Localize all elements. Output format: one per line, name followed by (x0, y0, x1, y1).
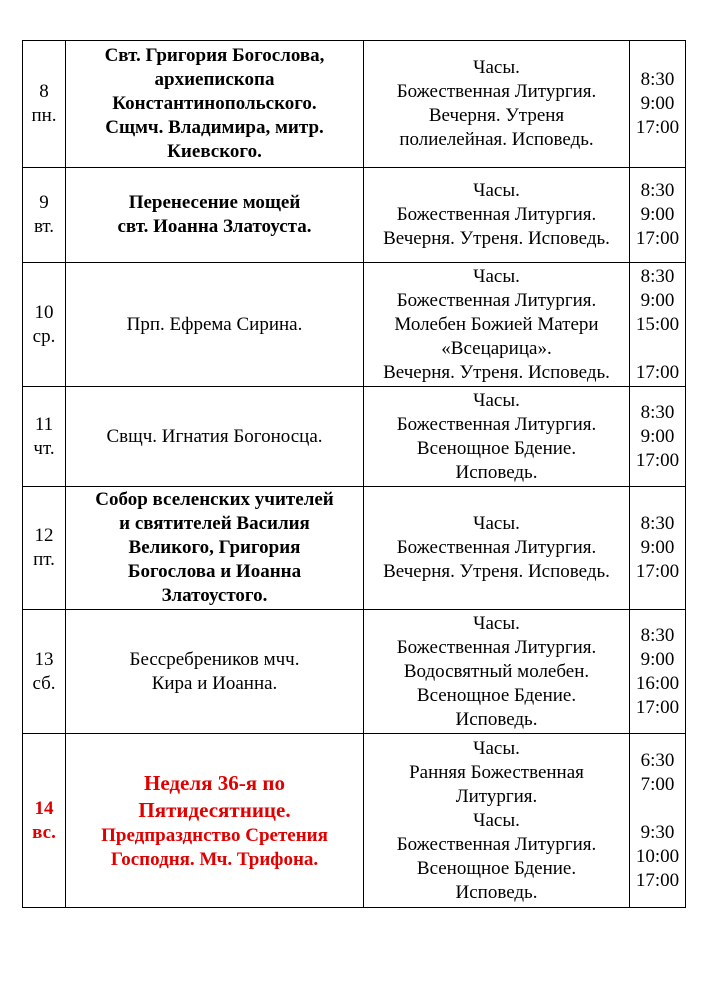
time-value: 17:00 (635, 449, 680, 471)
feast-line: Великого, Григория (128, 537, 301, 558)
service-line: Часы. (473, 57, 520, 78)
times-cell (630, 263, 686, 387)
day-number: 12 (34, 525, 54, 546)
weekday: пн. (31, 105, 57, 126)
service-line: Часы. (473, 737, 520, 759)
service-line: Часы. (473, 265, 520, 287)
services-cell (364, 734, 630, 908)
time-value: 8:30 (640, 265, 675, 287)
day-cell (23, 487, 66, 610)
day-number: 14 (34, 797, 54, 819)
day-cell (23, 387, 66, 487)
time-value: 15:00 (635, 313, 680, 335)
time-value: 8:30 (640, 513, 675, 534)
time-value: 10:00 (635, 845, 680, 867)
day-cell (23, 734, 66, 908)
service-line: Вечерня. Утреня (428, 105, 565, 126)
time-value: 17:00 (635, 561, 680, 582)
day-cell (23, 263, 66, 387)
times-cell (630, 734, 686, 908)
service-line: полиелейная. Исповедь. (399, 129, 594, 150)
service-line: Божественная Литургия. (396, 537, 597, 558)
service-line: Часы. (473, 180, 520, 201)
schedule-row (23, 168, 686, 263)
feast-title-line: Неделя 36-я по (144, 770, 285, 795)
weekday: ср. (32, 325, 56, 347)
feast-line: Бессребреников мчч. (129, 648, 300, 670)
services-cell (364, 168, 630, 263)
service-line: Ранняя Божественная (409, 761, 584, 783)
service-line: Всенощное Бдение. (416, 437, 577, 459)
services-cell (364, 610, 630, 734)
schedule-row (23, 734, 686, 908)
feast-line: свт. Иоанна Златоуста. (117, 216, 312, 237)
day-cell (23, 610, 66, 734)
time-value: 17:00 (635, 361, 680, 383)
day-number: 9 (39, 192, 49, 213)
time-value: 9:00 (640, 93, 675, 114)
service-line: Исповедь. (455, 461, 538, 483)
weekday: пт. (33, 549, 55, 570)
schedule-row (23, 263, 686, 387)
schedule-row (23, 487, 686, 610)
services-cell (364, 263, 630, 387)
feast-line: архиепископа (154, 69, 275, 90)
times-cell (630, 487, 686, 610)
service-line: Часы. (473, 513, 520, 534)
service-line: Божественная Литургия. (396, 204, 597, 225)
times-cell (630, 168, 686, 263)
time-value: 16:00 (635, 672, 680, 694)
service-line: Божественная Литургия. (396, 81, 597, 102)
time-value: 17:00 (635, 696, 680, 718)
schedule-table (22, 40, 686, 908)
feast-line: и святителей Василия (119, 513, 310, 534)
service-line: Вечерня. Утреня. Исповедь. (383, 361, 610, 383)
feast-title-line: Пятидесятнице. (138, 797, 291, 822)
time-value: 17:00 (635, 869, 680, 891)
service-line: Божественная Литургия. (396, 636, 597, 658)
feast-cell (66, 487, 364, 610)
service-line: «Всецарица». (441, 337, 552, 359)
services-cell (364, 387, 630, 487)
service-line: Божественная Литургия. (396, 289, 597, 311)
time-value: 9:30 (640, 821, 675, 843)
service-line: Всенощное Бдение. (416, 857, 577, 879)
day-cell (23, 168, 66, 263)
services-cell (364, 41, 630, 168)
time-value: 9:00 (640, 648, 675, 670)
times-cell (630, 387, 686, 487)
times-cell (630, 41, 686, 168)
feast-cell (66, 41, 364, 168)
time-value: 6:30 (640, 749, 675, 771)
service-line: Литургия. (455, 785, 538, 807)
day-number: 13 (34, 648, 54, 670)
service-line: Божественная Литургия. (396, 833, 597, 855)
feast-line: Перенесение мощей (128, 192, 301, 213)
feast-line: Прп. Ефрема Сирина. (126, 313, 303, 335)
time-value: 9:00 (640, 425, 675, 447)
feast-line: Господня. Мч. Трифона. (110, 848, 319, 870)
service-line: Часы. (473, 389, 520, 411)
feast-line: Свщч. Игнатия Богоносца. (106, 425, 323, 447)
feast-line: Сщмч. Владимира, митр. (105, 117, 324, 138)
service-line: Всенощное Бдение. (416, 684, 577, 706)
day-number: 8 (39, 81, 49, 102)
feast-line: Собор вселенских учителей (95, 489, 334, 510)
time-value: 8:30 (640, 180, 675, 201)
feast-cell (66, 168, 364, 263)
weekday: вс. (32, 821, 56, 843)
service-line: Исповедь. (455, 708, 538, 730)
service-line: Часы. (473, 809, 520, 831)
feast-cell (66, 263, 364, 387)
feast-cell (66, 387, 364, 487)
feast-line: Богослова и Иоанна (127, 561, 302, 582)
service-line: Молебен Божией Матери (394, 313, 599, 335)
time-value: 7:00 (640, 773, 675, 795)
times-cell (630, 610, 686, 734)
service-line: Исповедь. (455, 881, 538, 903)
time-value: 8:30 (640, 624, 675, 646)
schedule-row (23, 41, 686, 168)
feast-line: Константинопольского. (112, 93, 317, 114)
services-cell (364, 487, 630, 610)
service-line: Божественная Литургия. (396, 413, 597, 435)
service-line: Вечерня. Утреня. Исповедь. (383, 561, 610, 582)
day-number: 11 (34, 413, 54, 435)
time-value: 17:00 (635, 228, 680, 249)
feast-line: Свт. Григория Богослова, (104, 45, 325, 66)
time-value: 8:30 (640, 69, 675, 90)
schedule-row (23, 387, 686, 487)
feast-line: Киевского. (167, 141, 262, 162)
time-value: 9:00 (640, 204, 675, 225)
time-spacer (633, 797, 682, 821)
weekday: вт. (33, 216, 55, 237)
feast-line: Кира и Иоанна. (151, 672, 278, 694)
feast-line: Златоустого. (161, 585, 268, 606)
weekday: сб. (32, 672, 56, 694)
weekday: чт. (33, 437, 55, 459)
time-spacer (633, 337, 682, 361)
time-value: 8:30 (640, 401, 675, 423)
service-line: Часы. (473, 612, 520, 634)
time-value: 9:00 (640, 289, 675, 311)
service-line: Водосвятный молебен. (403, 660, 590, 682)
time-value: 9:00 (640, 537, 675, 558)
time-value: 17:00 (635, 117, 680, 138)
day-cell (23, 41, 66, 168)
schedule-row (23, 610, 686, 734)
feast-cell (66, 734, 364, 908)
day-number: 10 (34, 301, 54, 323)
service-line: Вечерня. Утреня. Исповедь. (383, 228, 610, 249)
feast-cell (66, 610, 364, 734)
feast-line: Предпразднство Сретения (101, 824, 328, 846)
